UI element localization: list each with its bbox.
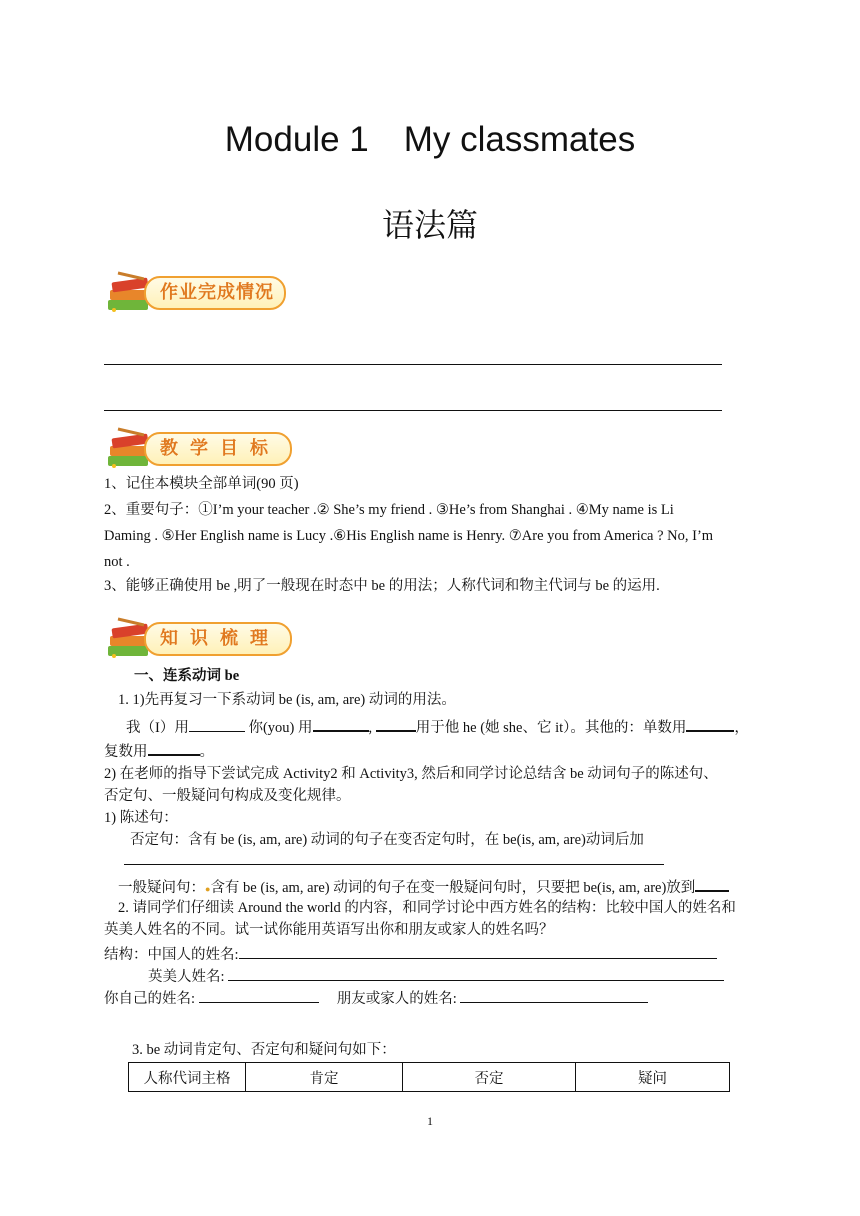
table-header-cell: 疑问 [576, 1063, 730, 1092]
paragraph: 否定句、一般疑问句构成及变化规律。 [104, 788, 351, 804]
answer-line [104, 364, 722, 365]
goal-item-1: 1、记住本模块全部单词(90 页) [104, 476, 299, 492]
text-fragment: ， [734, 720, 749, 736]
goal-item-2-cont: Daming . ⑤Her English name is Lucy .⑥His English name is Henry. ⑦Are you from America ? No, I’m [104, 528, 714, 544]
blank-field[interactable] [376, 716, 416, 732]
goal-item-3: 3、能够正确使用 be ,明了一般现在时态中 be 的用法；人称代词和物主代词与 be 的运用. [104, 578, 660, 594]
paragraph: 否定句：含有 be (is, am, are) 动词的句子在变否定句时，在 be(is, am, are)动词后加 [130, 832, 644, 848]
fill-in-line [104, 740, 214, 762]
text-fragment: 你(you) 用 [244, 720, 313, 736]
page-title: Module 1 My classmates [224, 120, 636, 159]
table-header-cell: 人称代词主格 [129, 1063, 246, 1092]
goals-badge [104, 426, 304, 472]
blank-field[interactable] [189, 717, 245, 732]
text-fragment: 朋友或家人的姓名: [336, 991, 457, 1007]
blank-field[interactable] [686, 716, 734, 732]
text-fragment: 含有 be (is, am, are) 动词的句子在变一般疑问句时，只要把 be(is, am, are)放到 [210, 880, 696, 896]
homework-badge [104, 270, 304, 316]
text-fragment: 结构：中国人的姓名: [104, 947, 239, 963]
text-fragment: 。 [199, 744, 214, 760]
section-heading: 一、连系动词 be [134, 668, 240, 684]
be-verb-table [128, 1062, 730, 1092]
knowledge-badge [104, 616, 304, 662]
paragraph: 1) 陈述句： [104, 810, 178, 826]
text-fragment: , [368, 720, 373, 736]
table-header-cell: 肯定 [246, 1063, 403, 1092]
page-number: 1 [427, 1114, 433, 1128]
fill-in-line [118, 876, 729, 899]
text-fragment: 我（I）用 [126, 720, 189, 736]
knowledge-badge-label: 知识梳理 [144, 622, 292, 656]
fill-in-line [104, 988, 648, 1009]
table-header-row [129, 1063, 730, 1092]
text-fragment: 你自己的姓名: [104, 991, 196, 1007]
paragraph: 1. 1)先再复习一下系动词 be (is, am, are) 动词的用法。 [118, 692, 456, 708]
paragraph: 2. 请同学们仔细读 Around the world 的内容，和同学讨论中西方姓名的结构：比较中国人的姓名和 [118, 900, 736, 916]
fill-in-line [104, 944, 717, 965]
text-fragment: 复数用 [104, 744, 148, 760]
table-header-cell: 否定 [403, 1063, 576, 1092]
answer-line [124, 864, 664, 865]
blank-field[interactable] [695, 876, 729, 892]
blank-field[interactable] [313, 716, 369, 732]
paragraph: 2) 在老师的指导下尝试完成 Activity2 和 Activity3, 然后和同学讨论总结含 be 动词句子的陈述句、 [104, 766, 718, 782]
blank-field[interactable] [228, 966, 724, 981]
text-fragment: 英美人姓名: [148, 969, 225, 985]
answer-line [104, 410, 722, 411]
goal-item-2: 2、重要句子：①I’m your teacher .② She’s my friend . ③He’s from Shanghai . ④My name is Li [104, 502, 674, 518]
blank-field[interactable] [199, 988, 319, 1003]
homework-badge-label: 作业完成情况 [144, 276, 286, 310]
page-subtitle: 语法篇 [381, 206, 478, 244]
blank-field[interactable] [460, 988, 648, 1003]
bullet-dot-icon: ● [205, 884, 211, 894]
text-fragment: 一般疑问句： [118, 880, 205, 896]
blank-field[interactable] [239, 944, 717, 959]
paragraph: 英美人姓名的不同。试一试你能用英语写出你和朋友或家人的姓名吗？ [104, 922, 554, 938]
fill-in-line [148, 966, 724, 987]
paragraph: 3. be 动词肯定句、否定句和疑问句如下： [132, 1042, 396, 1058]
blank-field[interactable] [148, 740, 200, 756]
goals-badge-label: 教学目标 [144, 432, 292, 466]
text-fragment: 用于他 he (她 she、它 it）。其他的：单数用 [415, 720, 687, 736]
fill-in-line [126, 716, 749, 738]
goal-item-2-end: not . [104, 554, 130, 570]
